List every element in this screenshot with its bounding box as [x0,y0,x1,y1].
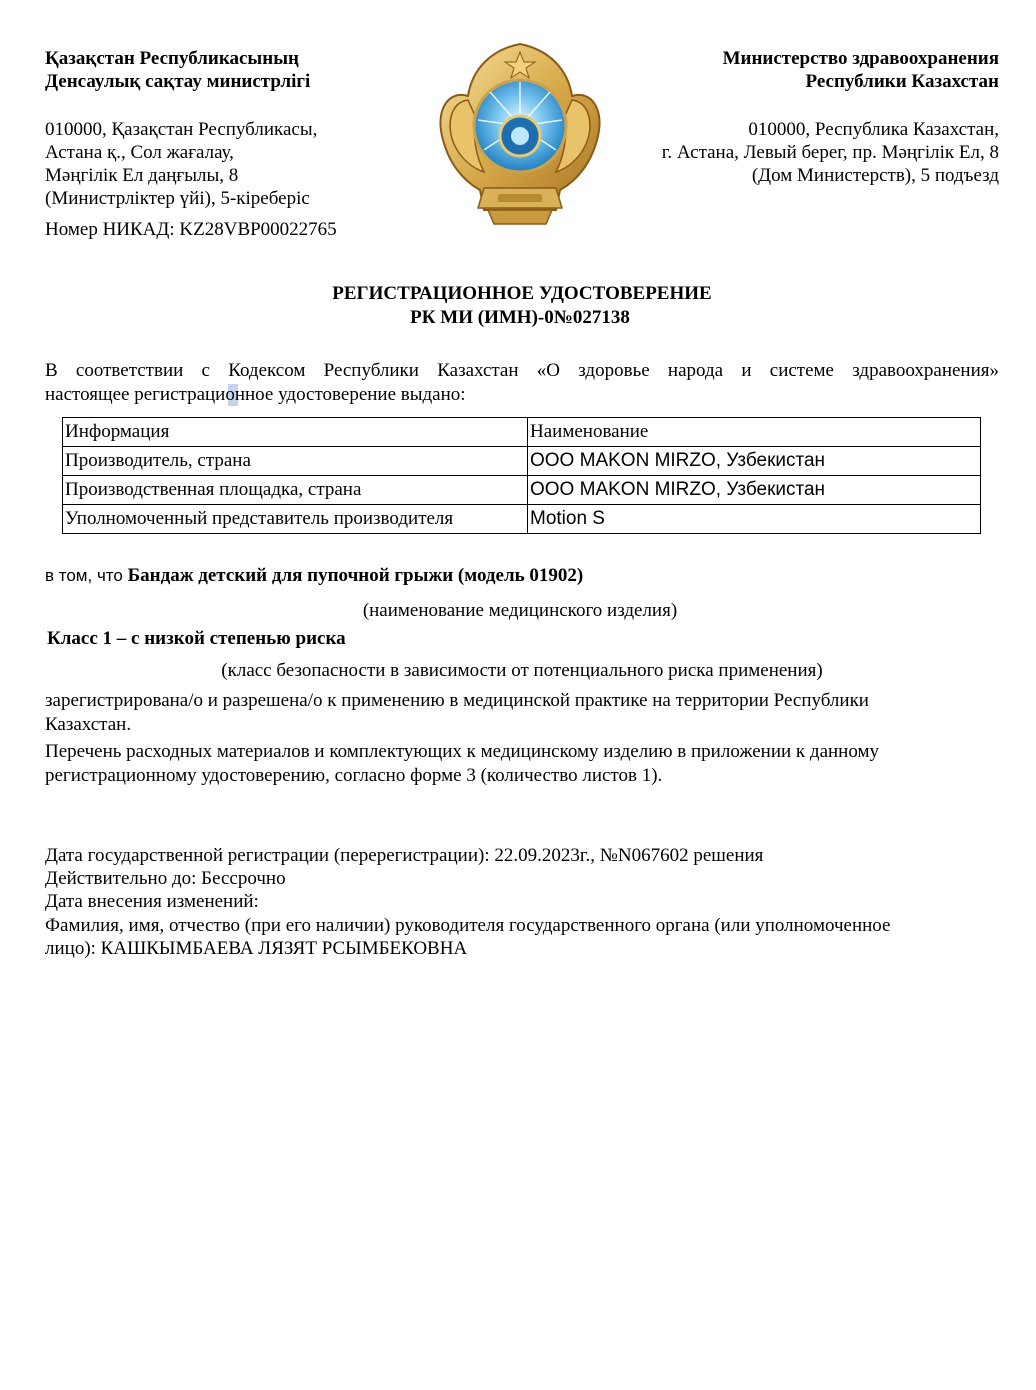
left-address-line-4: (Министрліктер үйі), 5-кіреберіс [45,188,310,209]
nikad-number: Номер НИКАД: KZ28VBP00022765 [45,219,337,240]
valid-until: Действительно до: Бессрочно [45,868,286,889]
table-cell: Уполномоченный представитель производителя [63,505,528,534]
registration-date: Дата государственной регистрации (перерегистрации): 22.09.2023г., №N067602 решения [45,845,764,866]
device-prefix: в том, что [45,566,128,585]
table-cell: Производитель, страна [63,447,528,476]
table-cell: Производственная площадка, страна [63,476,528,505]
kazakhstan-state-emblem-icon [428,40,612,232]
table-cell: Информация [63,418,528,447]
intro-line-2: настоящее регистрационное удостоверение выдано: [45,384,466,405]
right-address-line-3: (Дом Министерств), 5 подъезд [751,165,999,186]
table-cell: ООО MAKON MIRZO, Узбекистан [528,447,981,476]
registered-line-1: зарегистрирована/о и разрешена/о к применению в медицинской практике на территории Республики [45,690,869,711]
table-cell: ООО MAKON MIRZO, Узбекистан [528,476,981,505]
header-right-title-1: Министерство здравоохранения [722,48,999,69]
table-cell: Наименование [528,418,981,447]
table-row [63,476,981,505]
info-table [62,417,981,534]
certificate-number: РК МИ (ИМН)-0№027138 [410,307,630,328]
changes-date: Дата внесения изменений: [45,891,259,912]
table-row [63,418,981,447]
device-line [45,564,583,587]
list-line-1: Перечень расходных материалов и комплектующих к медицинскому изделию в приложении к данному [45,741,879,762]
left-address-line-1: 010000, Қазақстан Республикасы, [45,119,318,140]
right-address-line-2: г. Астана, Левый берег, пр. Мәңгілік Ел, 8 [661,142,999,163]
device-name: Бандаж детский для пупочной грыжи (модель 01902) [127,565,584,586]
table-row [63,447,981,476]
head-line-2: лицо): КАШКЫМБАЕВА ЛЯЗЯТ РСЫМБЕКОВНА [45,938,468,959]
header-left-title-1: Қазақстан Республикасының [45,48,299,69]
right-address-line-1: 010000, Республика Казахстан, [748,119,999,140]
header-left-title-2: Денсаулық сақтау министрлігі [45,71,311,92]
registered-line-2: Казахстан. [45,714,132,735]
table-row [63,505,981,534]
left-address-line-2: Астана қ., Сол жағалау, [45,142,234,163]
risk-caption: (класс безопасности в зависимости от потенциального риска применения) [221,660,823,681]
list-line-2: регистрационному удостоверению, согласно форме 3 (количество листов 1). [45,765,663,786]
risk-class: Класс 1 – с низкой степенью риска [47,628,346,649]
left-address-line-3: Мәңгілік Ел даңғылы, 8 [45,165,239,186]
intro-line-1: В соответствии с Кодексом Республики Казахстан «О здоровье народа и системе здравоохранения» [45,360,999,381]
head-line-1: Фамилия, имя, отчество (при его наличии) руководителя государственного органа (или уполномоченное [45,915,891,936]
header-right-title-2: Республики Казахстан [805,71,999,92]
table-cell: Motion S [528,505,981,534]
device-caption: (наименование медицинского изделия) [362,600,678,621]
document-title: РЕГИСТРАЦИОННОЕ УДОСТОВЕРЕНИЕ [332,283,712,304]
